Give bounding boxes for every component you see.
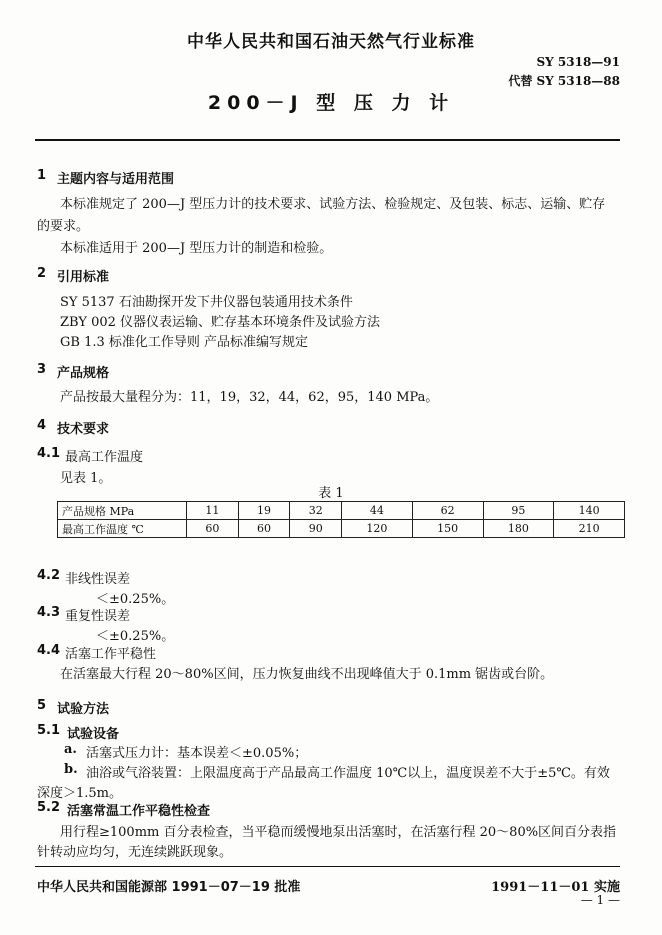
section-5-heading: 试验方法 <box>57 702 110 717</box>
section-4-3-text: ＜±0.25%。 <box>96 629 175 644</box>
table-row <box>58 520 625 538</box>
table-cell: 60 <box>187 520 239 538</box>
section-4-3-title: 重复性误差 <box>65 609 131 624</box>
table-cell: 90 <box>290 520 342 538</box>
section-1-heading: 主题内容与适用范围 <box>57 172 175 187</box>
section-5-2-number: 5.2 <box>37 800 61 815</box>
section-1-number: 1 <box>37 168 47 183</box>
table-cell: 180 <box>483 520 554 538</box>
section-2-heading: 引用标准 <box>57 270 110 285</box>
table-cell: 62 <box>412 502 483 520</box>
section-1-paragraph-1-cont: 的要求。 <box>37 219 90 234</box>
section-5-2-title: 活塞常温工作平稳性检查 <box>67 804 211 819</box>
implementation-date: 1991－11－01 实施 <box>491 880 620 895</box>
table-cell: 210 <box>554 520 625 538</box>
section-4-1-title: 最高工作温度 <box>65 450 144 465</box>
table-title: 表 1 <box>318 486 344 501</box>
table-row-label: 最高工作温度 ℃ <box>58 520 187 538</box>
section-3-heading: 产品规格 <box>57 366 110 381</box>
table-row <box>58 502 625 520</box>
section-3-number: 3 <box>37 362 47 377</box>
section-4-3-number: 4.3 <box>37 605 61 620</box>
section-5-2-text-cont: 针转动应均匀，无连续跳跃现象。 <box>37 845 233 860</box>
section-4-4-title: 活塞工作平稳性 <box>65 647 157 662</box>
section-4-number: 4 <box>37 418 47 433</box>
table-cell: 95 <box>483 502 554 520</box>
section-4-2-text: ＜±0.25%。 <box>96 592 175 607</box>
standard-code: SY 5318—91 <box>536 55 620 69</box>
standard-category-title: 中华人民共和国石油天然气行业标准 <box>187 32 475 52</box>
header-divider <box>35 139 620 141</box>
section-4-4-text: 在活塞最大行程 20～80%区间，压力恢复曲线不出现峰值大于 0.1mm 锯齿或台阶。 <box>60 667 554 682</box>
table-cell: 32 <box>290 502 342 520</box>
table-cell: 120 <box>342 520 413 538</box>
section-3-text: 产品按最大量程分为：11，19，32，44，62，95，140 MPa。 <box>60 390 439 405</box>
table-cell: 140 <box>554 502 625 520</box>
section-5-2-text: 用行程≥100mm 百分表检查，当平稳而缓慢地泵出活塞时，在活塞行程 20～80%区间百分表指 <box>60 825 617 840</box>
section-4-1-number: 4.1 <box>37 446 61 461</box>
reference-item: ZBY 002 仪器仪表运输、贮存基本环境条件及试验方法 <box>60 315 381 330</box>
replaced-standard-code: 代替 SY 5318—88 <box>508 74 620 88</box>
document-title: 200－J 型 压 力 计 <box>207 92 455 114</box>
section-4-2-title: 非线性误差 <box>65 572 131 587</box>
section-1-paragraph-2: 本标准适用于 200—J 型压力计的制造和检验。 <box>60 241 333 256</box>
table-cell: 150 <box>412 520 483 538</box>
table-row-label: 产品规格 MPa <box>58 502 187 520</box>
section-5-1-title: 试验设备 <box>67 727 120 742</box>
table-cell: 44 <box>342 502 413 520</box>
list-marker-b: b. <box>64 762 78 777</box>
reference-item: GB 1.3 标准化工作导则 产品标准编写规定 <box>60 335 309 350</box>
table-cell: 60 <box>238 520 290 538</box>
table-cell: 11 <box>187 502 239 520</box>
equipment-item-b: 油浴或气浴装置：上限温度高于产品最高工作温度 10℃以上，温度误差不大于±5℃。有效 <box>86 766 610 781</box>
section-5-1-number: 5.1 <box>37 723 61 738</box>
section-2-number: 2 <box>37 266 47 281</box>
section-4-1-text: 见表 1。 <box>60 471 112 486</box>
equipment-item-a: 活塞式压力计：基本误差＜±0.05%； <box>86 746 308 761</box>
table-cell: 19 <box>238 502 290 520</box>
reference-item: SY 5137 石油勘探开发下井仪器包装通用技术条件 <box>60 295 353 310</box>
section-4-4-number: 4.4 <box>37 643 61 658</box>
footer-divider <box>35 866 620 867</box>
section-5-number: 5 <box>37 698 47 713</box>
section-1-paragraph-1: 本标准规定了 200—J 型压力计的技术要求、试验方法、检验规定、及包装、标志、运输、贮存 <box>60 197 606 212</box>
spec-table <box>57 501 625 538</box>
list-marker-a: a. <box>64 742 77 757</box>
section-4-2-number: 4.2 <box>37 568 61 583</box>
approval-line: 中华人民共和国能源部 1991－07－19 批准 <box>37 880 301 895</box>
section-4-heading: 技术要求 <box>57 422 110 437</box>
page-number: — 1 — <box>580 893 620 907</box>
equipment-item-b-cont: 深度＞1.5m。 <box>37 786 123 801</box>
